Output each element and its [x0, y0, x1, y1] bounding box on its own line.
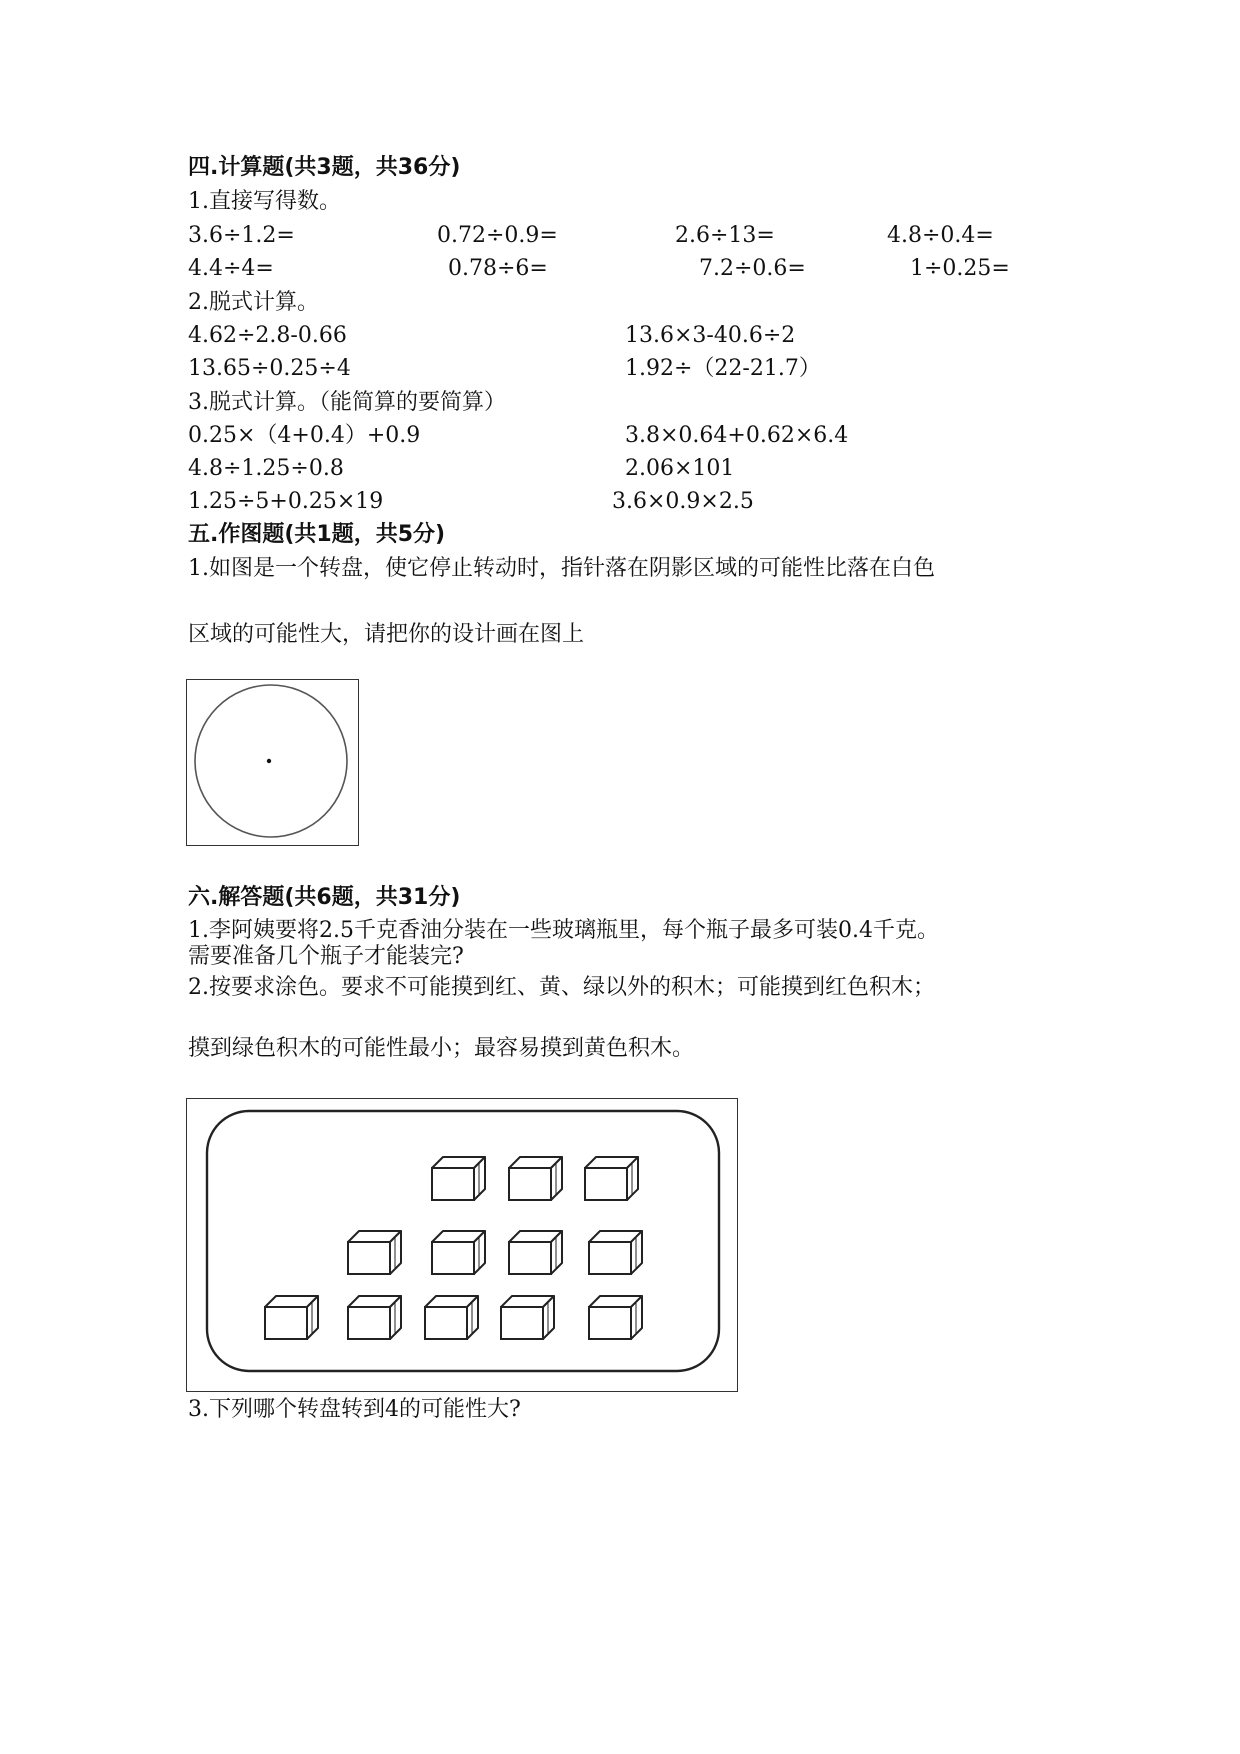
calc-item: 3.8×0.64+0.62×6.4 — [625, 423, 849, 448]
calc-item: 13.6×3-40.6÷2 — [625, 323, 796, 348]
block-row-top — [432, 1157, 638, 1200]
question-text: 2.按要求涂色。要求不可能摸到红、黄、绿以外的积木；可能摸到红色积木； — [188, 975, 935, 1000]
calc-item: 1÷0.25= — [910, 256, 1010, 281]
calc-item: 2.06×101 — [625, 456, 735, 481]
calc-item: 1.25÷5+0.25×19 — [188, 489, 384, 514]
section4-title: 四.计算题(共3题，共36分) — [188, 155, 461, 180]
section5-title: 五.作图题(共1题，共5分) — [188, 522, 446, 547]
question-text: 需要准备几个瓶子才能装完? — [188, 944, 464, 969]
calc-item: 1.92÷（22-21.7） — [625, 356, 821, 381]
calc-item: 4.4÷4= — [188, 256, 274, 281]
calc-item: 0.78÷6= — [448, 256, 548, 281]
calc-item: 0.25×（4+0.4）+0.9 — [188, 423, 421, 448]
question-text: 摸到绿色积木的可能性最小；最容易摸到黄色积木。 — [188, 1036, 695, 1061]
calc-item: 4.8÷0.4= — [887, 223, 994, 248]
calc-item: 4.62÷2.8-0.66 — [188, 323, 347, 348]
q3-label: 3.脱式计算。（能简算的要简算） — [188, 390, 506, 415]
section6-title: 六.解答题(共6题，共31分) — [188, 885, 461, 910]
blocks-drawing — [187, 1099, 737, 1391]
question-text: 1.如图是一个转盘，使它停止转动时，指针落在阴影区域的可能性比落在白色 — [188, 556, 935, 581]
question-text: 3.下列哪个转盘转到4的可能性大? — [188, 1397, 521, 1422]
q1-label: 1.直接写得数。 — [188, 189, 341, 214]
spinner-figure — [186, 679, 359, 846]
blocks-figure — [186, 1098, 738, 1392]
calc-item: 2.6÷13= — [675, 223, 775, 248]
q2-label: 2.脱式计算。 — [188, 290, 319, 315]
calc-item: 3.6×0.9×2.5 — [612, 489, 754, 514]
question-text: 区域的可能性大，请把你的设计画在图上 — [188, 622, 585, 647]
calc-item: 0.72÷0.9= — [437, 223, 558, 248]
block-row-bottom — [265, 1296, 642, 1339]
calc-item: 3.6÷1.2= — [188, 223, 295, 248]
calc-item: 13.65÷0.25÷4 — [188, 356, 351, 381]
question-text: 1.李阿姨要将2.5千克香油分装在一些玻璃瓶里，每个瓶子最多可装0.4千克。 — [188, 918, 939, 943]
calc-item: 4.8÷1.25÷0.8 — [188, 456, 344, 481]
block-row-middle — [348, 1231, 642, 1274]
spinner-circle-drawing — [187, 680, 358, 845]
calc-item: 7.2÷0.6= — [699, 256, 806, 281]
